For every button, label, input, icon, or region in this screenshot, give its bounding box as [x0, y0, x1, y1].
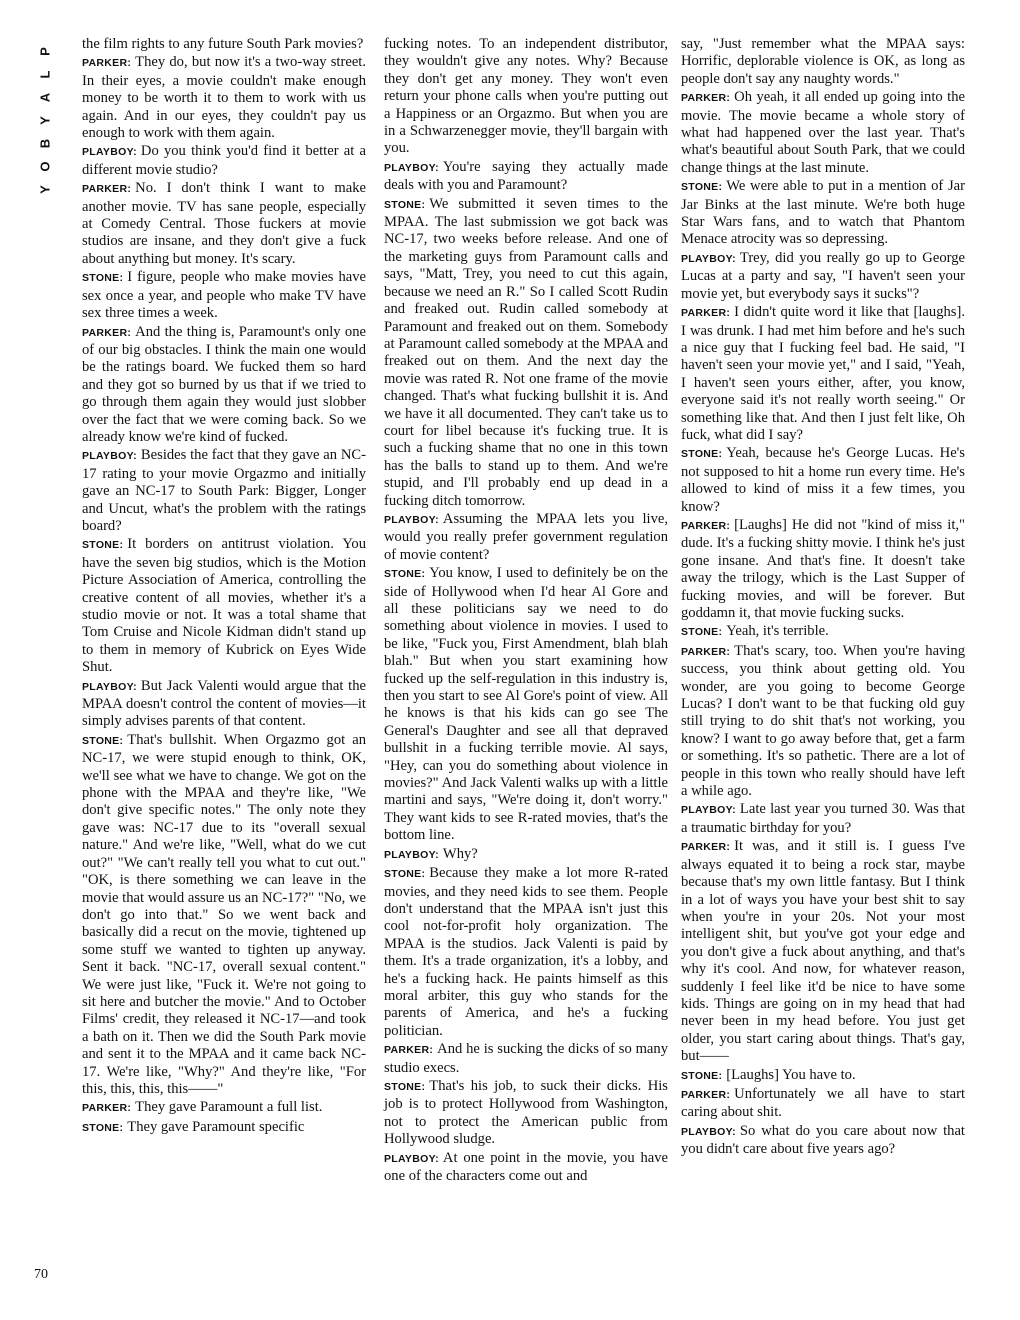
- interview-paragraph: [384, 196, 668, 510]
- paragraph-text: Besides the fact that they gave an NC-17 rating to your movie Orgazmo and initially gave an NC-17 to South Park: Bigger, Longer and Uncut, what's the problem with the ratings board?: [82, 447, 366, 534]
- article-column-1: [82, 36, 366, 1137]
- paragraph-text: You know, I used to definitely be on the side of Hollywood when I'd hear Al Gore and all these politicians say we need to do something about violence in movies. I used to be like, "Fuck you, First Amendment, blah blah blah." But when you start examining how fucked up the self-regulation in this industry is, then you start to see Al Gore's point of view. All he knows is that his kids can go see The General's Daughter and see all that depraved bullshit in a fucking terrible movie. Al says, "Hey, can you do something about violence in movies?" And Jack Valenti walks up with a little martini and says, "We're doing it, don't worry." They want kids to see R-rated movies, that's the bottom line.: [384, 565, 668, 844]
- article-column-2: [384, 36, 668, 1185]
- speaker-label: PLAYBOY:: [82, 680, 137, 693]
- article-column-3: [681, 36, 965, 1159]
- paragraph-text: fucking notes. To an independent distributor, they wouldn't give any notes. Why? Because they don't get any money. They won't even return your phone calls when you're putting out a Happiness or an Orgazmo. But when you are in a Schwarzenegger movie, they'll bargain with you.: [384, 36, 668, 157]
- speaker-label: PARKER:: [82, 1102, 132, 1115]
- paragraph-text: Assuming the MPAA lets you live, would you really prefer government regulation of movie content?: [384, 510, 668, 563]
- speaker-label: PLAYBOY:: [384, 1152, 439, 1165]
- masthead-letter: L: [37, 70, 53, 79]
- masthead-letter: Y: [37, 185, 53, 194]
- interview-paragraph: [82, 678, 366, 731]
- paragraph-text: So what do you care about now that you didn't care about five years ago?: [681, 1122, 965, 1158]
- interview-paragraph: [82, 324, 366, 447]
- paragraph-text: At one point in the movie, you have one of the characters come out and: [384, 1149, 668, 1184]
- speaker-label: PARKER:: [82, 183, 132, 196]
- interview-paragraph: [681, 1123, 965, 1159]
- paragraph-text: We were able to put in a mention of Jar Jar Binks at the last minute. We're both huge Star Wars fans, and to watch that Phantom Menace atrocity was so depressing.: [681, 178, 965, 248]
- paragraph-text: They do, but now it's a two-way street. In their eyes, a movie couldn't make enough money to be worth it to them to work with us again. And in our eyes, they couldn't pay us enough to work with them again.: [82, 54, 366, 142]
- paragraph-text: I figure, people who make movies have sex once a year, and people who make TV have sex three times a week.: [82, 269, 366, 322]
- speaker-label: STONE:: [82, 734, 124, 747]
- paragraph-text: Because they make a lot more R-rated movies, and they need kids to see them. People don't understand that the MPAA isn't just this cool not-for-profit holy organization. The MPAA is the studios. Jack Valenti is paid by them. It's a trade organization, it's a lobby, and he's a fucking hack. He paints himself as this moral arbiter, this guy who stands for the parents of America, and he's a fucking politician.: [384, 865, 668, 1039]
- speaker-label: STONE:: [384, 868, 426, 881]
- paragraph-text: And the thing is, Paramount's only one of our big obstacles. I think the main one would be the ratings board. We fucked them so hard and they got so burned by us that if we tried to go through them again they would just slobber over the fact that we were coming back. So we already know we're kind of fucked.: [82, 323, 366, 445]
- paragraph-text: Yeah, it's terrible.: [726, 623, 829, 640]
- paragraph-text: Late last year you turned 30. Was that a traumatic birthday for you?: [681, 801, 965, 836]
- speaker-label: PLAYBOY:: [384, 513, 439, 526]
- paragraph-text: They gave Paramount a full list.: [135, 1099, 323, 1116]
- speaker-label: PARKER:: [681, 519, 731, 532]
- interview-paragraph: [384, 1041, 668, 1077]
- interview-paragraph: [384, 846, 668, 864]
- interview-paragraph: [384, 865, 668, 1040]
- interview-paragraph: [681, 36, 965, 88]
- paragraph-text: They gave Paramount specific: [127, 1118, 305, 1135]
- interview-paragraph: [82, 1119, 366, 1137]
- interview-paragraph: [82, 732, 366, 1099]
- speaker-label: PARKER:: [681, 645, 731, 658]
- interview-paragraph: [681, 89, 965, 177]
- paragraph-text: That's bullshit. When Orgazmo got an NC-17, we were stupid enough to think, OK, we'll see what we have to change. We got on the phone with the MPAA and they're like, "We don't give specific notes." The only note they gave was: NC-17 due to its "overall sexual nature." And we're like, "Well, what do we cut out?" "We can't really tell you what to cut out." "OK, is there something we can leave in the movie that would assure us an NC-17?" "No, we don't go into that." So we went back and basically did a recut on the movie, tightened up some stuff we wanted to tighten up anyway. Sent it back. "NC-17, overall sexual content." We were just like, "Fuck it. We're not going to sit here and butcher the movie." And to October Films' credit, they released it NC-17—and took a bath on it. Then we did the South Park movie and sent it to the MPAA and it came back NC-17. We're like, "Why?" And they're like, "For this, this, this, this——": [82, 731, 366, 1097]
- speaker-label: PARKER:: [681, 92, 731, 105]
- interview-paragraph: [384, 511, 668, 564]
- speaker-label: PLAYBOY:: [681, 252, 736, 265]
- paragraph-text: I didn't quite word it like that [laughs]. I was drunk. I had met him before and he's such a nice guy that I fucking feel bad. He said, "I haven't seen your movie yet," and I said, "Yeah, I haven't seen yours either, after, you know, everyone said it's not really worth seeing." Or something like that. And then I just felt like, Oh fuck, what did I say?: [681, 304, 965, 443]
- speaker-label: STONE:: [82, 539, 124, 552]
- masthead-letter: P: [37, 47, 53, 56]
- interview-paragraph: [82, 269, 366, 322]
- paragraph-text: [Laughs] He did not "kind of miss it," dude. It's a fucking shitty movie. I think he's just gone insane. And that's fine. It doesn't take away the trilogy, which is the Last Supper of fucking movies, and will be forever. But goddamn it, that movie fucking sucks.: [681, 516, 965, 621]
- paragraph-text: Unfortunately we all have to start caring about shit.: [681, 1085, 965, 1121]
- interview-paragraph: [82, 36, 366, 53]
- speaker-label: PLAYBOY:: [681, 804, 736, 817]
- page-number: 70: [34, 1267, 48, 1282]
- interview-paragraph: [681, 1086, 965, 1122]
- interview-paragraph: [681, 801, 965, 837]
- interview-paragraph: [681, 178, 965, 249]
- interview-paragraph: [681, 1067, 965, 1085]
- paragraph-text: the film rights to any future South Park movies?: [82, 36, 364, 52]
- interview-paragraph: [82, 447, 366, 535]
- interview-paragraph: [384, 1150, 668, 1186]
- paragraph-text: Trey, did you really go up to George Lucas at a party and say, "I haven't seen your movie yet, but everybody says it sucks"?: [681, 249, 965, 302]
- speaker-label: STONE:: [681, 448, 723, 461]
- interview-paragraph: [681, 623, 965, 641]
- interview-paragraph: [82, 143, 366, 179]
- masthead-letter: B: [37, 138, 53, 149]
- paragraph-text: Why?: [442, 845, 478, 862]
- paragraph-text: It was, and it still is. I guess I've always equated it to being a rock star, maybe because that's my own little fantasy. But I think in a lot of ways you have your best shit to say when you're in your 20s. Not your most intelligent shit, but you've got your edge and you don't give a fuck about anything, and that's why it's cool. And now, for whatever reason, suddenly I feel like it'd be nice to have some kids. Things are going on in my head that had never been in my head before. You just get older, you start caring about things. That's gay, but——: [681, 838, 965, 1065]
- speaker-label: PARKER:: [384, 1044, 434, 1057]
- paragraph-text: You're saying they actually made deals with you and Paramount?: [384, 158, 668, 194]
- interview-paragraph: [681, 304, 965, 444]
- speaker-label: STONE:: [82, 272, 124, 285]
- interview-paragraph: [681, 250, 965, 303]
- speaker-label: PLAYBOY:: [384, 161, 439, 174]
- interview-paragraph: [384, 159, 668, 195]
- paragraph-text: And he is sucking the dicks of so many studio execs.: [384, 1041, 668, 1076]
- interview-paragraph: [681, 838, 965, 1065]
- interview-paragraph: [384, 36, 668, 158]
- magazine-masthead: [30, 40, 60, 201]
- speaker-label: STONE:: [82, 1121, 124, 1134]
- interview-paragraph: [82, 536, 366, 676]
- paragraph-text: Oh yeah, it all ended up going into the movie. The movie became a whole story of what had happened over the last year. That's what's beautiful about South Park, that we could change things at the last minute.: [681, 89, 965, 176]
- interview-paragraph: [384, 1078, 668, 1149]
- paragraph-text: We submitted it seven times to the MPAA. The last submission we got back was NC-17, two weeks before release. And one of the marketing guys from Paramount calls and says, "Matt, Trey, you need to cut this again, because we need an R." So I called Scott Rudin and freaked out. Rudin called somebody at Paramount and freaked out on them. Somebody at Paramount called somebody at the MPAA and freaked out on them. And the next day the movie was rated R. Not one frame of the movie changed. That's what fucking bullshit it is. And we have it all documented. They can't take us to court for libel because it's fucking true. It is such a fucking shame that no one in this town has the balls to stand up to them. And we're stupid, and I'll probably end up dead in a fucking ditch tomorrow.: [384, 195, 668, 509]
- interview-paragraph: [82, 180, 366, 268]
- speaker-label: STONE:: [384, 568, 426, 581]
- paragraph-text: But Jack Valenti would argue that the MPAA doesn't control the content of movies—it simply advises parents of that content.: [82, 677, 366, 730]
- speaker-label: STONE:: [384, 198, 426, 211]
- paragraph-text: Yeah, because he's George Lucas. He's not supposed to hit a home run every time. He's allowed to kind of miss it a few times, you know?: [681, 445, 965, 515]
- speaker-label: STONE:: [681, 181, 723, 194]
- interview-paragraph: [681, 445, 965, 516]
- paragraph-text: No. I don't think I want to make another movie. TV has sane people, especially at Comedy Central. Those fuckers at movie studios are insane, and they don't give a fuck about anything but money. It's scary.: [82, 180, 366, 267]
- speaker-label: PARKER:: [681, 1088, 731, 1101]
- speaker-label: STONE:: [681, 626, 723, 639]
- paragraph-text: Do you think you'd find it better at a different movie studio?: [82, 143, 366, 178]
- paragraph-text: That's his job, to suck their dicks. His job is to protect Hollywood from Washington, not to protect the American public from Hollywood sludge.: [384, 1077, 668, 1148]
- masthead-letter: Y: [37, 116, 53, 125]
- speaker-label: PLAYBOY:: [681, 1125, 736, 1138]
- interview-paragraph: [82, 54, 366, 142]
- interview-paragraph: [681, 643, 965, 801]
- speaker-label: STONE:: [681, 1069, 723, 1082]
- interview-paragraph: [681, 517, 965, 622]
- speaker-label: PARKER:: [82, 326, 132, 339]
- speaker-label: PLAYBOY:: [384, 848, 439, 861]
- speaker-label: PARKER:: [681, 307, 731, 320]
- speaker-label: PARKER:: [82, 57, 132, 70]
- masthead-letter: O: [37, 161, 53, 172]
- speaker-label: STONE:: [384, 1080, 426, 1093]
- speaker-label: PARKER:: [681, 841, 731, 854]
- paragraph-text: It borders on antitrust violation. You have the seven big studios, which is the Motion Picture Association of America, controlling the creative content of all movies, whether it's a studio movie or not. It was a total shame that Tom Cruise and Nicole Kidman didn't stand up to them in memory of Kubrick on Eyes Wide Shut.: [82, 536, 366, 676]
- paragraph-text: That's scary, too. When you're having success, you think about getting old. You wonder, are you going to become George Lucas? I don't want to be that fucking old guy still trying to do shit that's not working, you know? I want to go away before that, get a farm or something. It's so pathetic. There are a lot of people in this town who really should have left a while ago.: [681, 642, 965, 800]
- speaker-label: PLAYBOY:: [82, 450, 137, 463]
- paragraph-text: [Laughs] You have to.: [726, 1066, 856, 1083]
- interview-paragraph: [82, 1099, 366, 1117]
- speaker-label: PLAYBOY:: [82, 146, 137, 159]
- paragraph-text: say, "Just remember what the MPAA says: Horrific, deplorable violence is OK, as long as people don't say any naughty words.": [681, 36, 965, 87]
- interview-paragraph: [384, 565, 668, 845]
- masthead-letter: A: [37, 92, 53, 103]
